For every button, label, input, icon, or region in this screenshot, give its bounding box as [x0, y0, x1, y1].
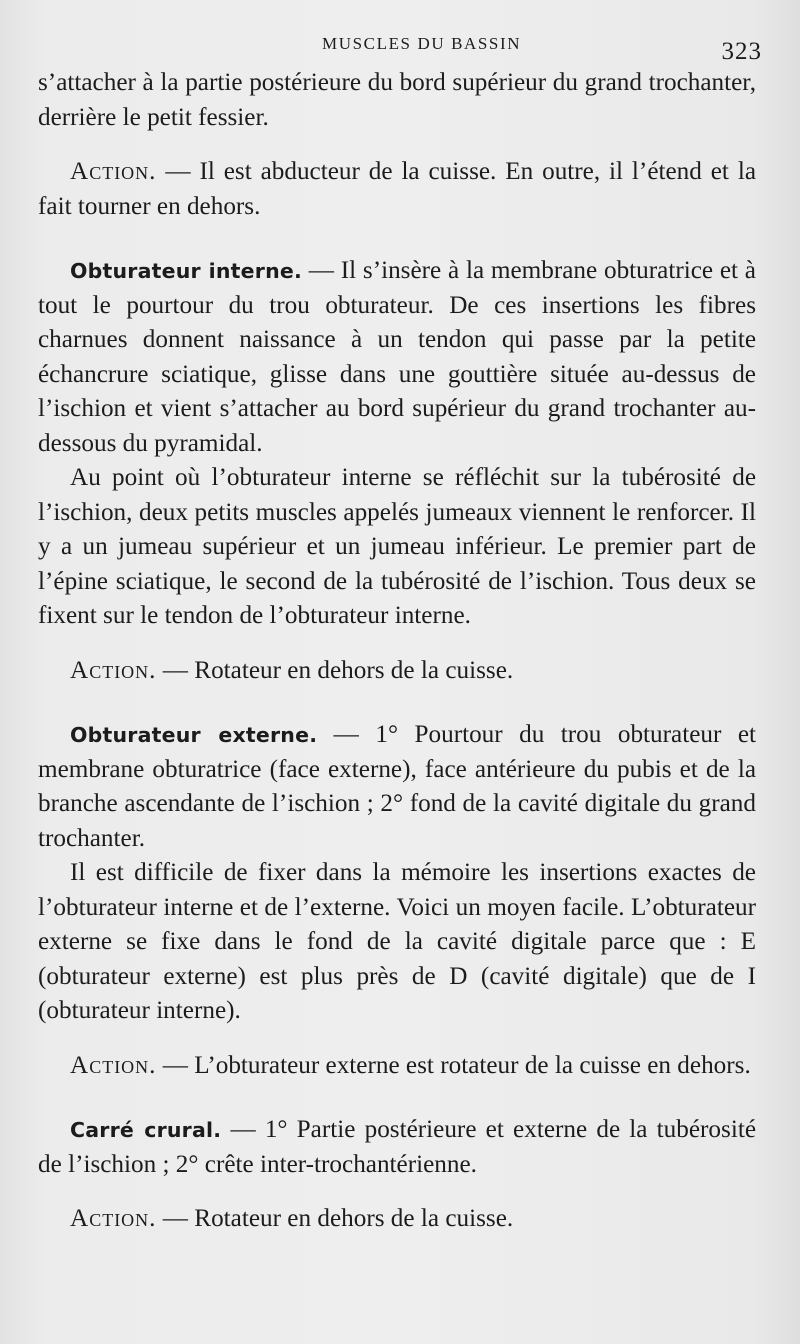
muscle-text: — 1° Partie postérieure et externe de la tubérosité de l’ischion ; 2° crête inter-trochantérienne.	[38, 1116, 756, 1178]
action-label: Action.	[70, 1051, 157, 1079]
action-paragraph	[38, 654, 756, 689]
muscle-paragraph	[38, 254, 756, 461]
action-paragraph	[38, 1049, 756, 1084]
page-header	[40, 30, 762, 66]
muscle-heading: Obturateur interne.	[70, 259, 302, 283]
paragraph-text: s’attacher à la partie postérieure du bord supérieur du grand trochanter, derrière le petit fessier.	[38, 69, 756, 131]
page-number: 323	[721, 38, 762, 65]
muscle-heading: Carré crural.	[70, 1118, 222, 1142]
action-text: — Il est abducteur de la cuisse. En outre, il l’étend et la fait tourner en dehors.	[38, 158, 756, 220]
page-body	[38, 66, 756, 1237]
action-paragraph	[38, 1202, 756, 1237]
action-label: Action.	[70, 1205, 157, 1232]
muscle-text: — 1° Pourtour du trou obturateur et membrane obturatrice (face externe), face antérieure du pubis et de la branche ascendante de l’ischion ; 2° fond de la cavité digitale du grand trochanter.	[38, 721, 757, 852]
paragraph-text: Il est difficile de fixer dans la mémoire les insertions exactes de l’obturateur interne et de l’externe. Voici un moyen facile. L’obturateur externe se fixe dans le fond de la cavité digitale parce que : E (obturateur externe) est plus près de D (cavité digitale) que de I (obturateur interne).	[38, 859, 756, 1024]
continuation-paragraph	[38, 66, 756, 135]
muscle-text: — Il s’insère à la membrane obturatrice et à tout le pourtour du trou obturateur. De ces insertions les fibres charnues donnent naissance à un tendon qui passe par la petite échancrure sciatique, glisse dans une gouttière située au-dessus de l’ischion et vient s’attacher au bord supérieur du grand trochanter au-dessous du pyramidal.	[38, 257, 756, 457]
action-text: — Rotateur en dehors de la cuisse.	[156, 1205, 514, 1232]
muscle-paragraph	[38, 718, 756, 856]
running-title: MUSCLES DU BASSIN	[322, 34, 522, 53]
muscle-heading: Obturateur externe.	[70, 723, 318, 747]
action-text: — Rotateur en dehors de la cuisse.	[156, 656, 514, 684]
action-label: Action.	[70, 158, 157, 185]
paragraph-text: Au point où l’obturateur interne se réfléchit sur la tubérosité de l’ischion, deux petits muscles appelés jumeaux viennent le renforcer. Il y a un jumeau supérieur et un jumeau inférieur. Le premier part de l’épine sciatique, le second de la tubérosité de l’ischion. Tous deux se fixent sur le tendon de l’obturateur interne.	[38, 464, 756, 629]
action-label: Action.	[70, 656, 157, 684]
action-paragraph	[38, 155, 756, 224]
muscle-paragraph	[38, 1113, 756, 1182]
action-text: — L’obturateur externe est rotateur de la cuisse en dehors.	[156, 1051, 751, 1079]
paragraph	[38, 461, 756, 634]
paragraph	[38, 856, 756, 1029]
